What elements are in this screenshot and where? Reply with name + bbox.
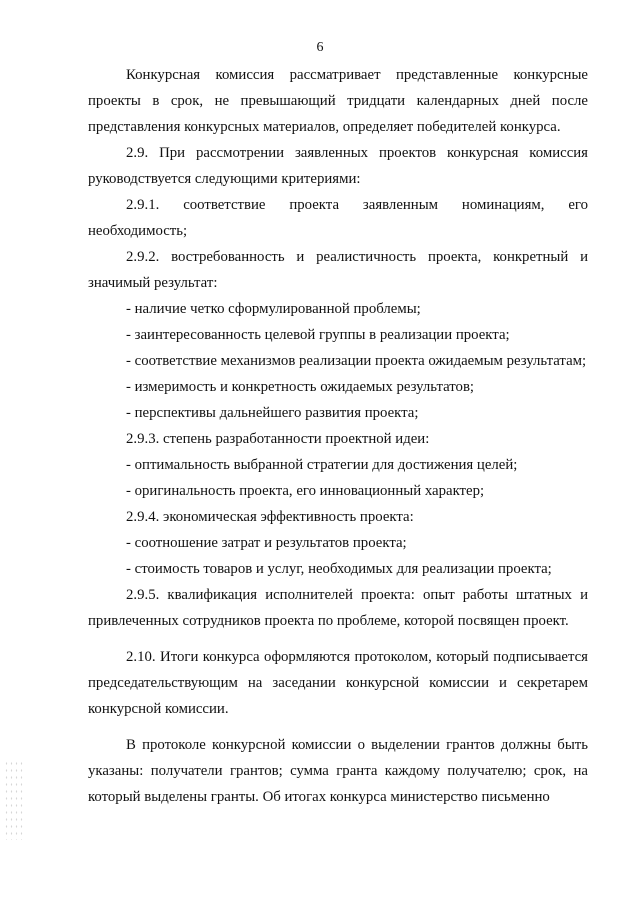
list-item: - соотношение затрат и результатов проекта;: [126, 535, 407, 551]
document-body: [88, 62, 588, 810]
paragraph-2-9-5: 2.9.5. квалификация исполнителей проекта: опыт работы штатных и привлеченных сотрудников проекта по проблеме, которой посвящен проект.: [88, 587, 588, 629]
paragraph-2-9-4: 2.9.4. экономическая эффективность проекта:: [126, 509, 414, 525]
list-item: - стоимость товаров и услуг, необходимых для реализации проекта;: [126, 561, 552, 577]
paragraph-2-9-2: 2.9.2. востребованность и реалистичность проекта, конкретный и значимый результат:: [88, 249, 588, 291]
list-item: - соответствие механизмов реализации проекта ожидаемым результатам;: [126, 353, 587, 369]
list-item: - оригинальность проекта, его инновационный характер;: [126, 483, 485, 499]
list-item: - наличие четко сформулированной проблемы;: [126, 301, 421, 317]
paragraph-2-10: 2.10. Итоги конкурса оформляются протоколом, который подписывается председательствующим на заседании конкурсной комиссии и секретарем конкурсной комиссии.: [88, 649, 588, 717]
paragraph-2-9-3: 2.9.3. степень разработанности проектной идеи:: [126, 431, 430, 447]
list-item: - измеримость и конкретность ожидаемых результатов;: [126, 379, 475, 395]
page-number: 6: [316, 40, 324, 55]
paragraph-2-9: 2.9. При рассмотрении заявленных проектов конкурсная комиссия руководствуется следующими критериями:: [88, 145, 588, 187]
list-item: - перспективы дальнейшего развития проекта;: [126, 405, 419, 421]
list-item: - заинтересованность целевой группы в реализации проекта;: [126, 327, 510, 343]
paragraph-protocol: В протоколе конкурсной комиссии о выделении грантов должны быть указаны: получатели грантов; сумма гранта каждому получателю; срок, на который выделены гранты. Об итогах конкурса министерство письменно: [88, 737, 588, 805]
list-item: - оптимальность выбранной стратегии для достижения целей;: [126, 457, 518, 473]
scan-noise: [4, 760, 24, 840]
paragraph-commission-review: Конкурсная комиссия рассматривает представленные конкурсные проекты в срок, не превышающий тридцати календарных дней после представления конкурсных материалов, определяет победителей конкурса.: [88, 67, 588, 135]
paragraph-2-9-1: 2.9.1. соответствие проекта заявленным номинациям, его необходимость;: [88, 197, 588, 239]
